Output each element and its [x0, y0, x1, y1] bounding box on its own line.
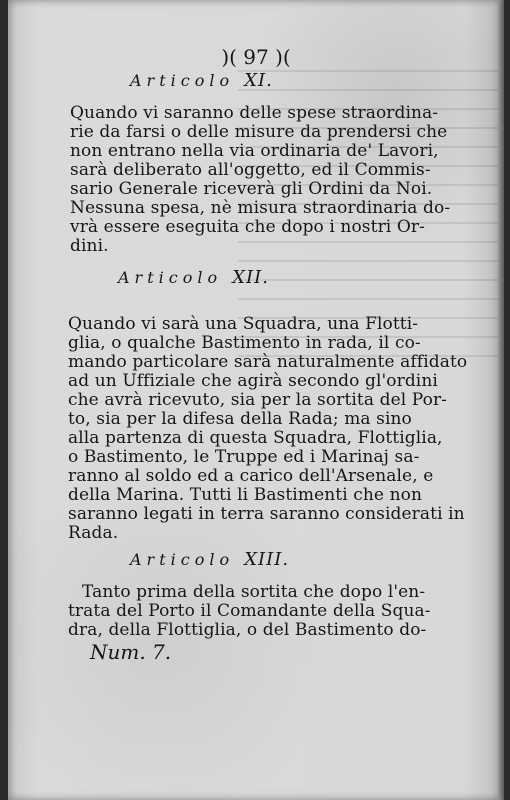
signature-mark: Num. 7. — [90, 640, 172, 664]
text-line: Tanto prima della sortita che dopo l'en- — [82, 582, 426, 602]
text-line: ranno al soldo ed a carico dell'Arsenale, e — [68, 466, 434, 486]
article-label: Articolo — [118, 268, 223, 287]
text-line: non entrano nella via ordinaria de' Lavori, — [70, 141, 439, 161]
text-line: ad un Uffiziale che agirà secondo gl'ordini — [68, 371, 438, 391]
page-edge-shadow — [498, 0, 504, 800]
article-12-heading — [118, 267, 269, 288]
text-line: glia, o qualche Bastimento in rada, il co- — [68, 333, 421, 353]
text-line: Rada. — [68, 523, 119, 543]
text-line: rie da farsi o delle misure da prendersi che — [70, 122, 448, 142]
article-numeral: XI. — [244, 70, 273, 91]
text-line: to, sia per la difesa della Rada; ma sino — [68, 409, 412, 429]
text-line: vrà essere eseguita che dopo i nostri Or- — [70, 217, 425, 237]
text-line: trata del Porto il Comandante della Squa- — [68, 601, 431, 621]
text-line: o Bastimento, le Truppe ed i Marinaj sa- — [68, 447, 420, 467]
article-13-heading — [130, 549, 289, 570]
text-line: Nessuna spesa, nè misura straordinaria do- — [70, 198, 451, 218]
text-line: mando particolare sarà naturalmente affidato — [68, 352, 468, 372]
text-line: Quando vi saranno delle spese straordina- — [70, 103, 439, 123]
book-page — [8, 0, 504, 800]
article-label: Articolo — [130, 71, 235, 90]
page-number: )( 97 )( — [221, 45, 291, 69]
text-line: sario Generale riceverà gli Ordini da Noi. — [70, 179, 433, 199]
article-11-heading — [130, 70, 273, 91]
text-line: sarà deliberato all'oggetto, ed il Commis- — [70, 160, 431, 180]
text-line: Quando vi sarà una Squadra, una Flotti- — [68, 314, 419, 334]
article-numeral: XIII. — [244, 549, 290, 570]
text-line: dini. — [70, 236, 109, 256]
text-line: saranno legati in terra saranno considerati in — [68, 504, 465, 524]
text-line: che avrà ricevuto, sia per la sortita del Por- — [68, 390, 448, 410]
text-line: alla partenza di questa Squadra, Flottiglia, — [68, 428, 443, 448]
text-line: della Marina. Tutti li Bastimenti che non — [68, 485, 423, 505]
article-label: Articolo — [130, 550, 235, 569]
article-numeral: XII. — [232, 267, 269, 288]
text-line: dra, della Flottiglia, o del Bastimento do- — [68, 620, 427, 640]
